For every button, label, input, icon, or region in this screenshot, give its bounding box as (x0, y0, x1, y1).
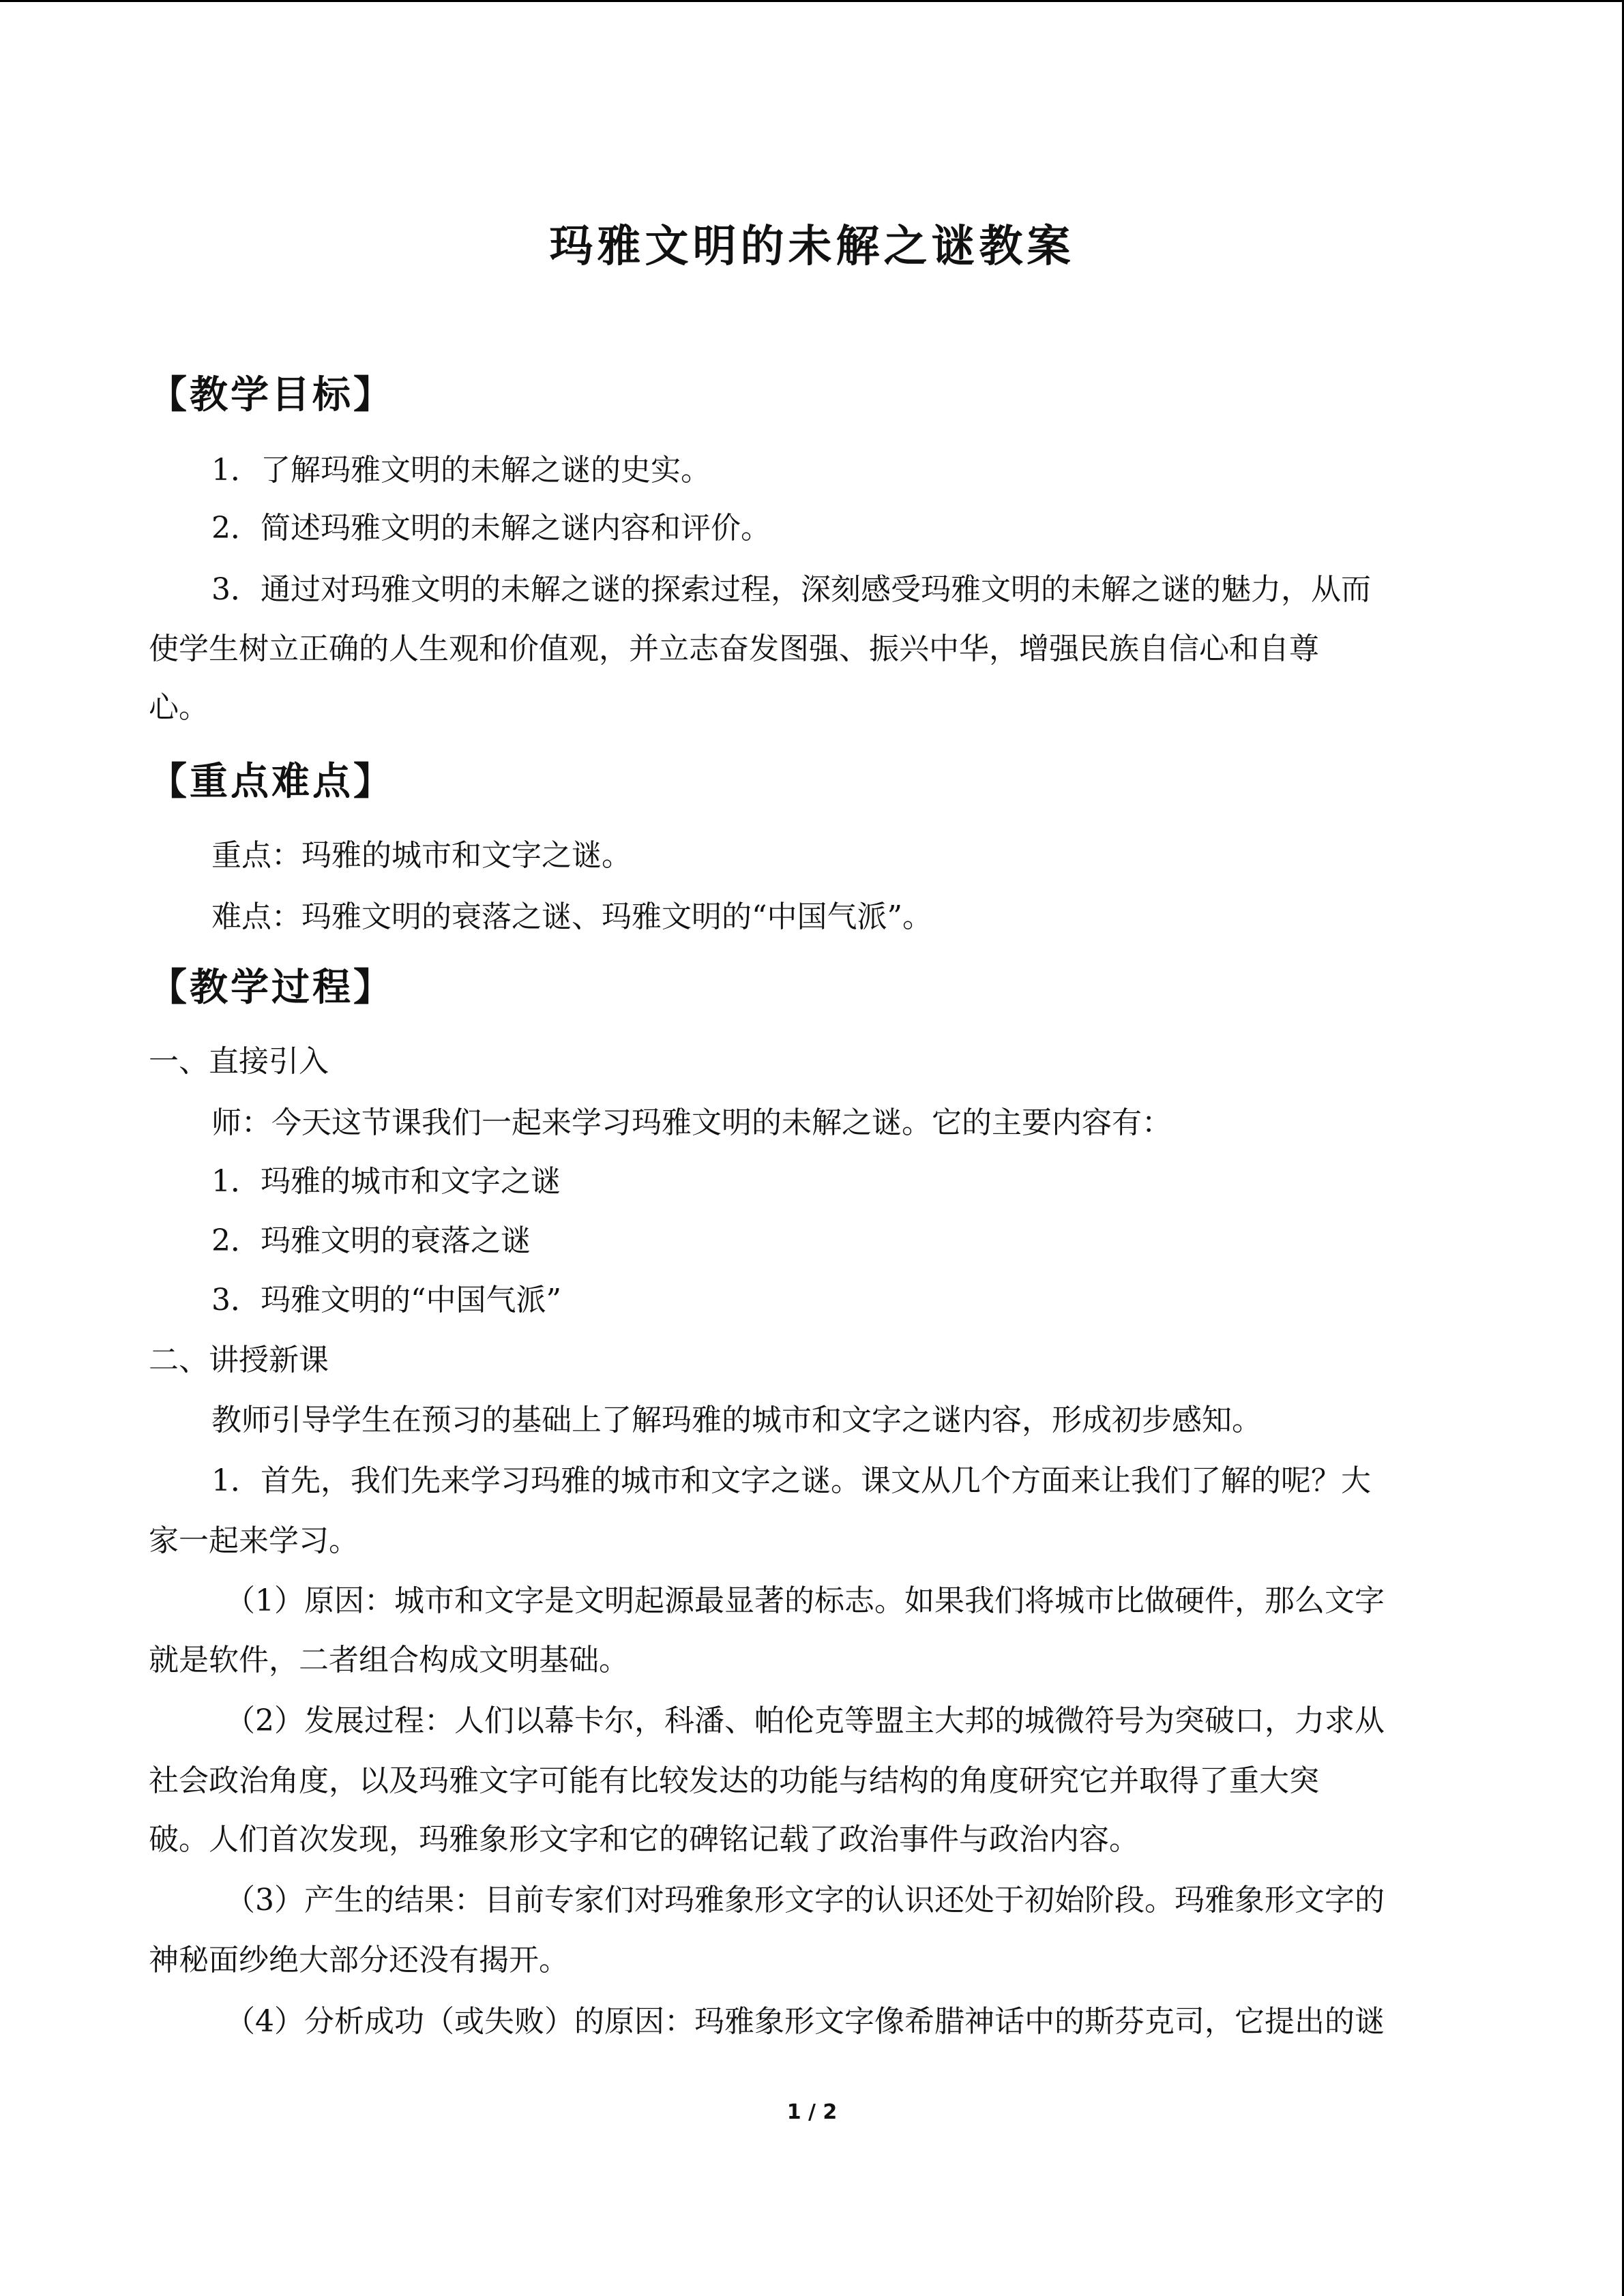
process-line: 师：今天这节课我们一起来学习玛雅文明的未解之谜。它的主要内容有： (211, 1105, 1172, 1140)
process-line: 1．玛雅的城市和文字之谜 (211, 1164, 561, 1199)
objective-item-3: 3．通过对玛雅文明的未解之谜的探索过程，深刻感受玛雅文明的未解之谜的魅力，从而 (211, 572, 1371, 607)
process-line: 1．首先，我们先来学习玛雅的城市和文字之谜。课文从几个方面来让我们了解的呢？大 (211, 1463, 1371, 1498)
page-border-top (0, 0, 1624, 2)
process-line: 社会政治角度，以及玛雅文字可能有比较发达的功能与结构的角度研究它并取得了重大突 (149, 1763, 1319, 1798)
process-line: 家一起来学习。 (149, 1523, 359, 1558)
process-line: （2）发展过程：人们以幕卡尔，科潘、帕伦克等盟主大邦的城微符号为突破口，力求从 (225, 1703, 1385, 1738)
difficult-point: 难点：玛雅文明的衰落之谜、玛雅文明的“中国气派”。 (211, 899, 932, 934)
objective-item-1: 1．了解玛雅文明的未解之谜的史实。 (211, 453, 711, 488)
process-line: 2．玛雅文明的衰落之谜 (211, 1223, 531, 1258)
process-line: 一、直接引入 (149, 1044, 329, 1079)
document-title: 玛雅文明的未解之谜教案 (549, 222, 1075, 272)
process-line: （1）原因：城市和文字是文明起源最显著的标志。如果我们将城市比做硬件，那么文字 (225, 1583, 1385, 1618)
process-line: 就是软件，二者组合构成文明基础。 (149, 1643, 629, 1678)
process-line: 二、讲授新课 (149, 1343, 329, 1377)
page-number: 1 / 2 (786, 2100, 838, 2124)
objective-item-2: 2．简述玛雅文明的未解之谜内容和评价。 (211, 511, 771, 546)
process-line: 教师引导学生在预习的基础上了解玛雅的城市和文字之谜内容，形成初步感知。 (211, 1403, 1262, 1437)
key-point: 重点：玛雅的城市和文字之谜。 (211, 838, 632, 873)
process-line: 神秘面纱绝大部分还没有揭开。 (149, 1943, 569, 1978)
process-line: 3．玛雅文明的“中国气派” (211, 1283, 561, 1317)
section-heading-key-points: 【重点难点】 (149, 760, 394, 804)
process-line: 破。人们首次发现，玛雅象形文字和它的碑铭记载了政治事件与政治内容。 (149, 1822, 1139, 1857)
objective-item-3-cont-1: 使学生树立正确的人生观和价值观，并立志奋发图强、振兴中华，增强民族自信心和自尊 (149, 631, 1319, 666)
objective-item-3-cont-2: 心。 (149, 690, 209, 725)
section-heading-process: 【教学过程】 (149, 966, 394, 1010)
section-heading-objectives: 【教学目标】 (149, 373, 394, 417)
process-line: （4）分析成功（或失败）的原因：玛雅象形文字像希腊神话中的斯芬克司，它提出的谜 (225, 2004, 1385, 2039)
process-line: （3）产生的结果：目前专家们对玛雅象形文字的认识还处于初始阶段。玛雅象形文字的 (225, 1883, 1385, 1918)
